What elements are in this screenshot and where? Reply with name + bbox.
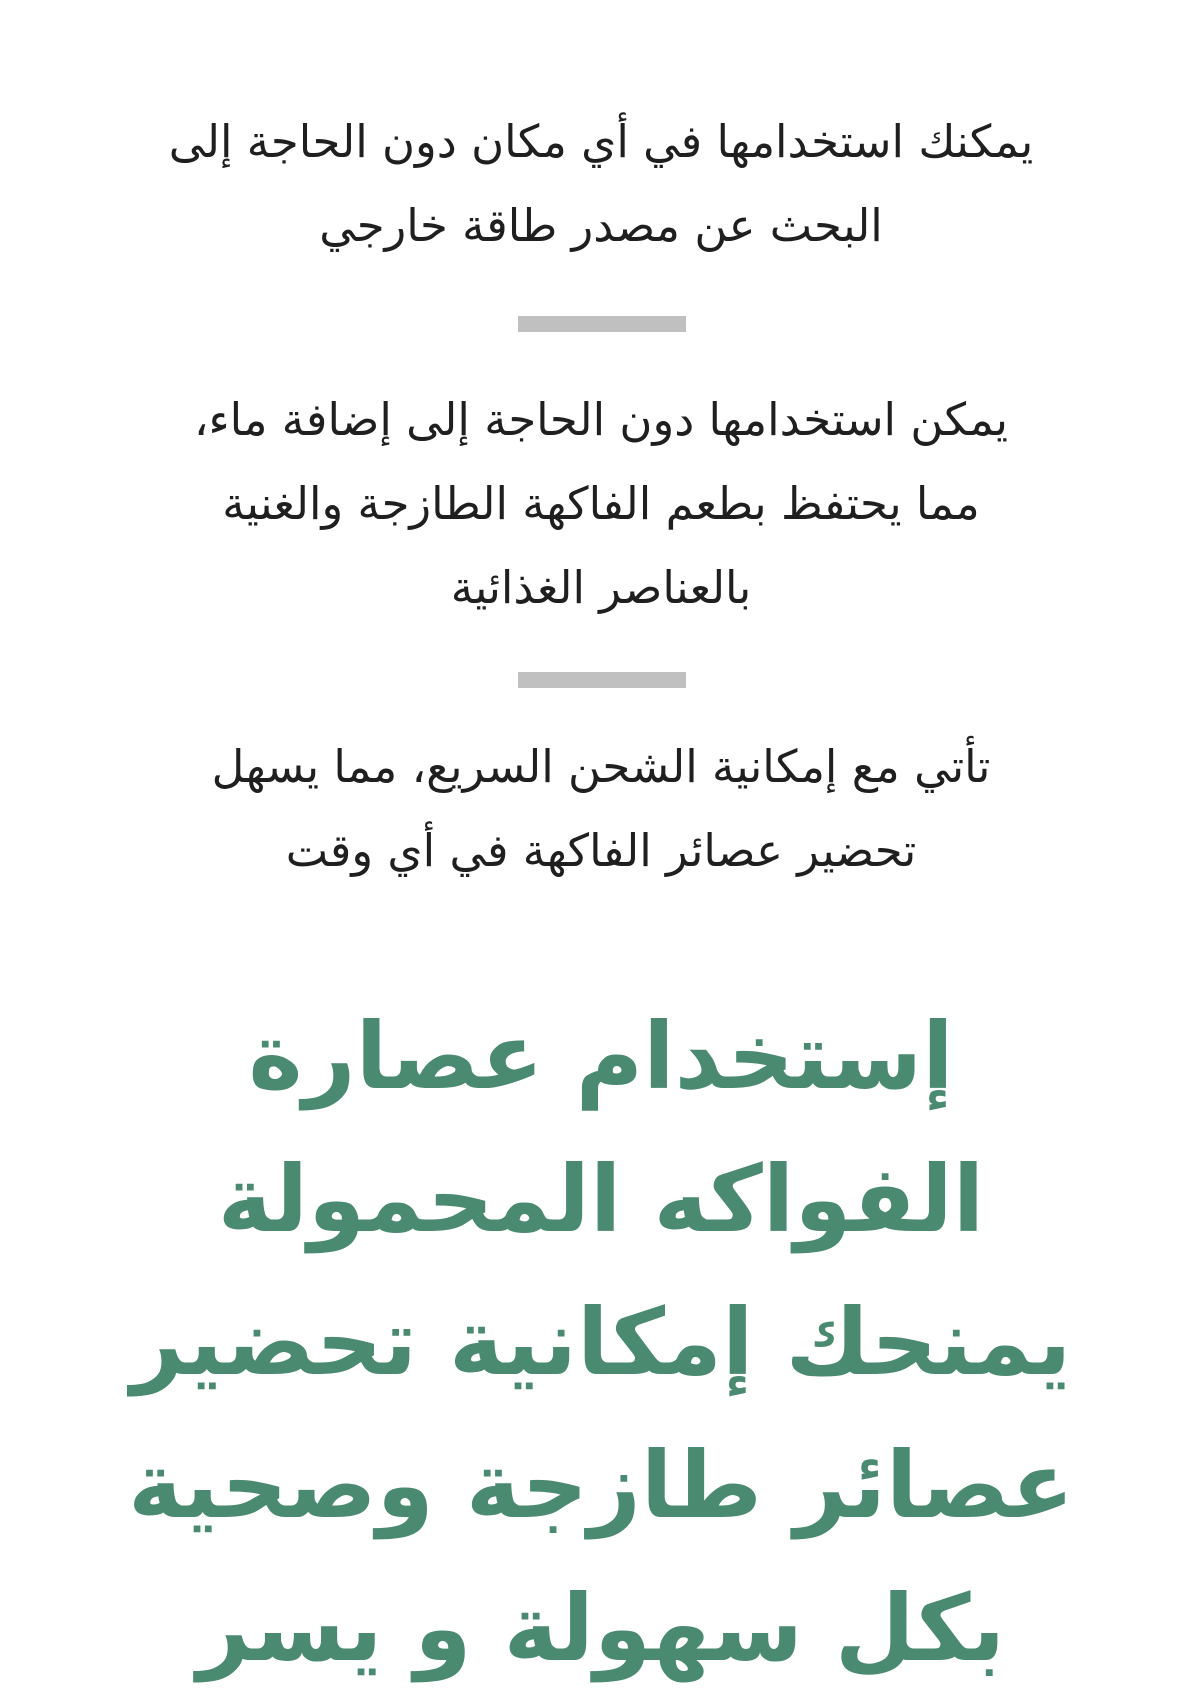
headline-line: يمنحك إمكانية تحضير [130,1289,1072,1396]
paragraph-line: بالعناصر الغذائية [450,561,752,614]
paragraph-line: يمكن استخدامها دون الحاجة إلى إضافة ماء، [194,393,1008,446]
section-divider [518,672,686,688]
headline [0,985,1202,1700]
headline-line: عصائر طازجة وصحية [128,1432,1074,1539]
paragraph-line: مما يحتفظ بطعم الفاكهة الطازجة والغنية [222,477,980,530]
paragraph-line: تحضير عصائر الفاكهة في أي وقت [285,824,917,877]
feature-paragraph-no-water [90,378,1112,630]
paragraph-line: تأتي مع إمكانية الشحن السريع، مما يسهل [211,740,991,793]
section-divider [518,316,686,332]
feature-paragraph-fast-charging [90,725,1112,893]
paragraph-line: البحث عن مصدر طاقة خارجي [319,199,883,252]
paragraph-line: يمكنك استخدامها في أي مكان دون الحاجة إلى [168,115,1034,168]
feature-paragraph-portable-power [90,100,1112,268]
headline-line: الفواكه المحمولة [217,1146,985,1253]
headline-line: بكل سهولة و يسر [196,1575,1006,1682]
headline-line: إستخدام عصارة [248,1003,954,1110]
